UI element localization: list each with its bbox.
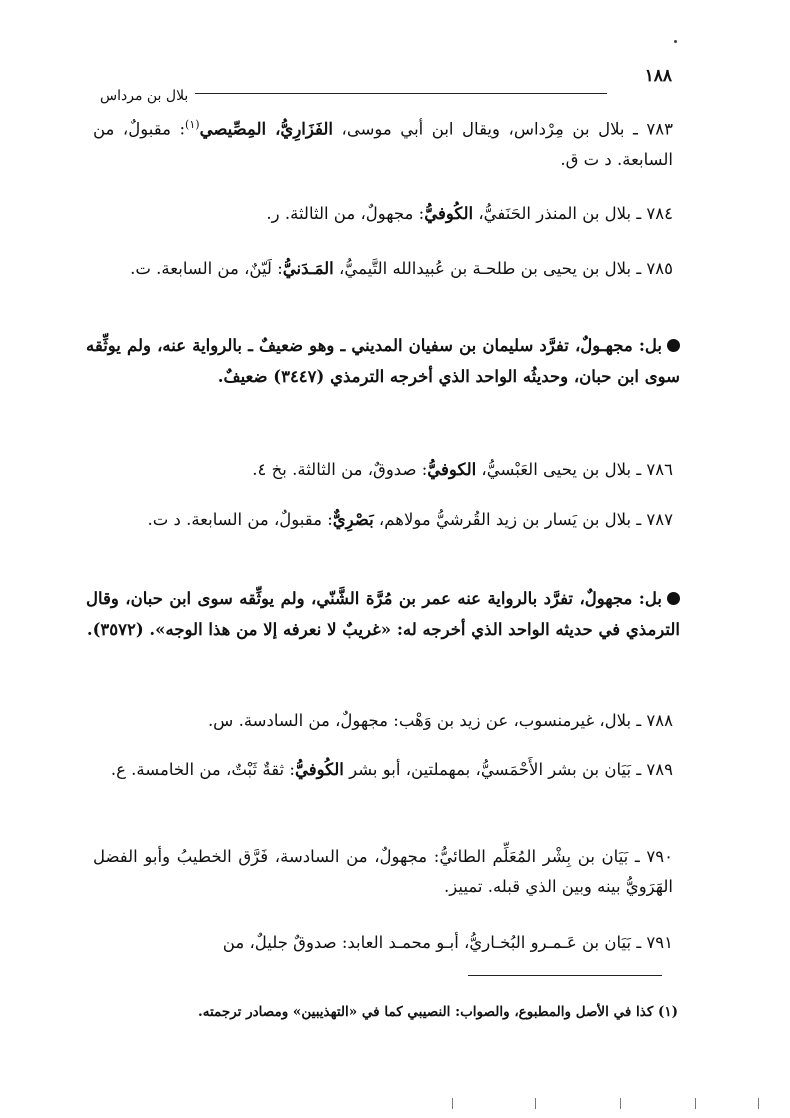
note-787 (86, 583, 680, 645)
header-rule (195, 93, 607, 94)
scan-mark (452, 1098, 453, 1109)
entry-787-nisba: بَصْرِيٌّ (332, 510, 374, 529)
note-787-text: بل: مجهولٌ، تفرَّد بالرواية عنه عمر بن مُرَّة الشَّنّي، ولم يوثِّقه سوى ابن حبان، وقال الترمذي في حديثه الواحد الذي أخرجه له: «غريبٌ لا نعرفه إلا من هذا الوجه». (٣٥٧٢). (86, 589, 680, 639)
entry-787 (93, 505, 673, 535)
scan-edge-marks (440, 1098, 770, 1110)
entry-786-rest: : صدوقٌ، من الثالثة. بخ ٤. (252, 460, 428, 479)
entry-785-nisba: المَـدَنيُّ (282, 259, 334, 278)
entry-784-lead: ٧٨٤ ـ بلال بن المنذر الحَنَفيُّ، (473, 204, 673, 223)
entry-783-nisba: الفَزَارِيُّ، المِصِّيصي (199, 119, 333, 139)
scan-mark (758, 1098, 759, 1109)
entry-788 (93, 706, 673, 736)
margin-mark (674, 40, 677, 43)
footnote (138, 1000, 678, 1024)
entry-783-rest: : مقبولٌ، من السابعة. د ت ق. (93, 119, 673, 169)
entry-784 (93, 199, 673, 229)
entry-787-rest: : مقبولٌ، من السابعة. د ت. (147, 510, 333, 529)
entry-784-rest: : مجهولٌ، من الثالثة. ر. (266, 204, 425, 223)
entry-787-lead: ٧٨٧ ـ بلال بن يَسار بن زيد القُرشيُّ مولاهم، (373, 510, 673, 529)
bullet-icon (667, 592, 680, 605)
entry-790 (93, 842, 673, 902)
scan-mark (535, 1098, 536, 1109)
scan-mark (695, 1098, 696, 1109)
entry-791-text: ٧٩١ ـ بَيَان بن عَـمـرو البُخـاريُّ، أبـو محمـد العابد: صدوقٌ جليلٌ، من (222, 933, 673, 952)
note-785 (86, 330, 680, 392)
entry-789 (93, 755, 673, 785)
entry-784-nisba: الكُوفيُّ (424, 204, 474, 223)
page-number: ١٨٨ (644, 66, 672, 86)
footnote-text: (١) كذا في الأصل والمطبوع، والصواب: النصيبي كما في «التهذيبين» ومصادر ترجمته. (198, 1004, 678, 1020)
entry-788-text: ٧٨٨ ـ بلال، غيرمنسوب، عن زيد بن وَهْب: مجهولٌ، من السادسة. س. (207, 711, 673, 730)
entry-783 (93, 110, 673, 175)
entry-789-rest: : ثقةٌ ثَبْتٌ، من الخامسة. ع. (110, 760, 295, 779)
footnote-rule (468, 975, 662, 976)
note-785-text: بل: مجهـولٌ، تفرَّد سليمان بن سفيان المديني ـ وهو ضعيفٌ ـ بالرواية عنه، ولم يوثِّقه سوى ابن حبان، وحديثُه الواحد الذي أخرجه الترمذي (٣٤٤٧) ضعيفٌ. (86, 336, 680, 386)
entry-791 (93, 928, 673, 958)
bullet-icon (667, 339, 680, 352)
running-title: بلال بن مرداس (100, 88, 189, 104)
entry-789-nisba: الكُوفيُّ (294, 760, 344, 779)
entry-786-nisba: الكوفيُّ (427, 460, 477, 479)
scan-mark (620, 1098, 621, 1109)
entry-785-rest: : لَيّنٌ، من السابعة. ت. (130, 259, 283, 278)
entry-785 (93, 254, 673, 284)
entry-790-text: ٧٩٠ ـ بَيَان بن بِشْر المُعَلِّم الطائيُّ: مجهولٌ، من السادسة، فَرَّق الخطيبُ وأبو الفضل الهَرَويُّ بينه وبين الذي قبله. تمييز. (93, 847, 673, 896)
entry-786-lead: ٧٨٦ ـ بلال بن يحيى العَبْسيُّ، (476, 460, 673, 479)
entry-783-lead: ٧٨٣ ـ بلال بن مِرْداس، ويقال ابن أبي موسى، (332, 119, 674, 139)
running-header (100, 62, 672, 102)
footnote-reference: (١) (185, 118, 200, 131)
entry-789-lead: ٧٨٩ ـ بَيَان بن بشر الأَحْمَسيُّ، بمهملتين، أبو بشر (343, 760, 673, 779)
entry-786 (93, 455, 673, 485)
entry-785-lead: ٧٨٥ ـ بلال بن يحيى بن طلحـة بن عُبيدالله التَّيميُّ، (333, 259, 673, 278)
